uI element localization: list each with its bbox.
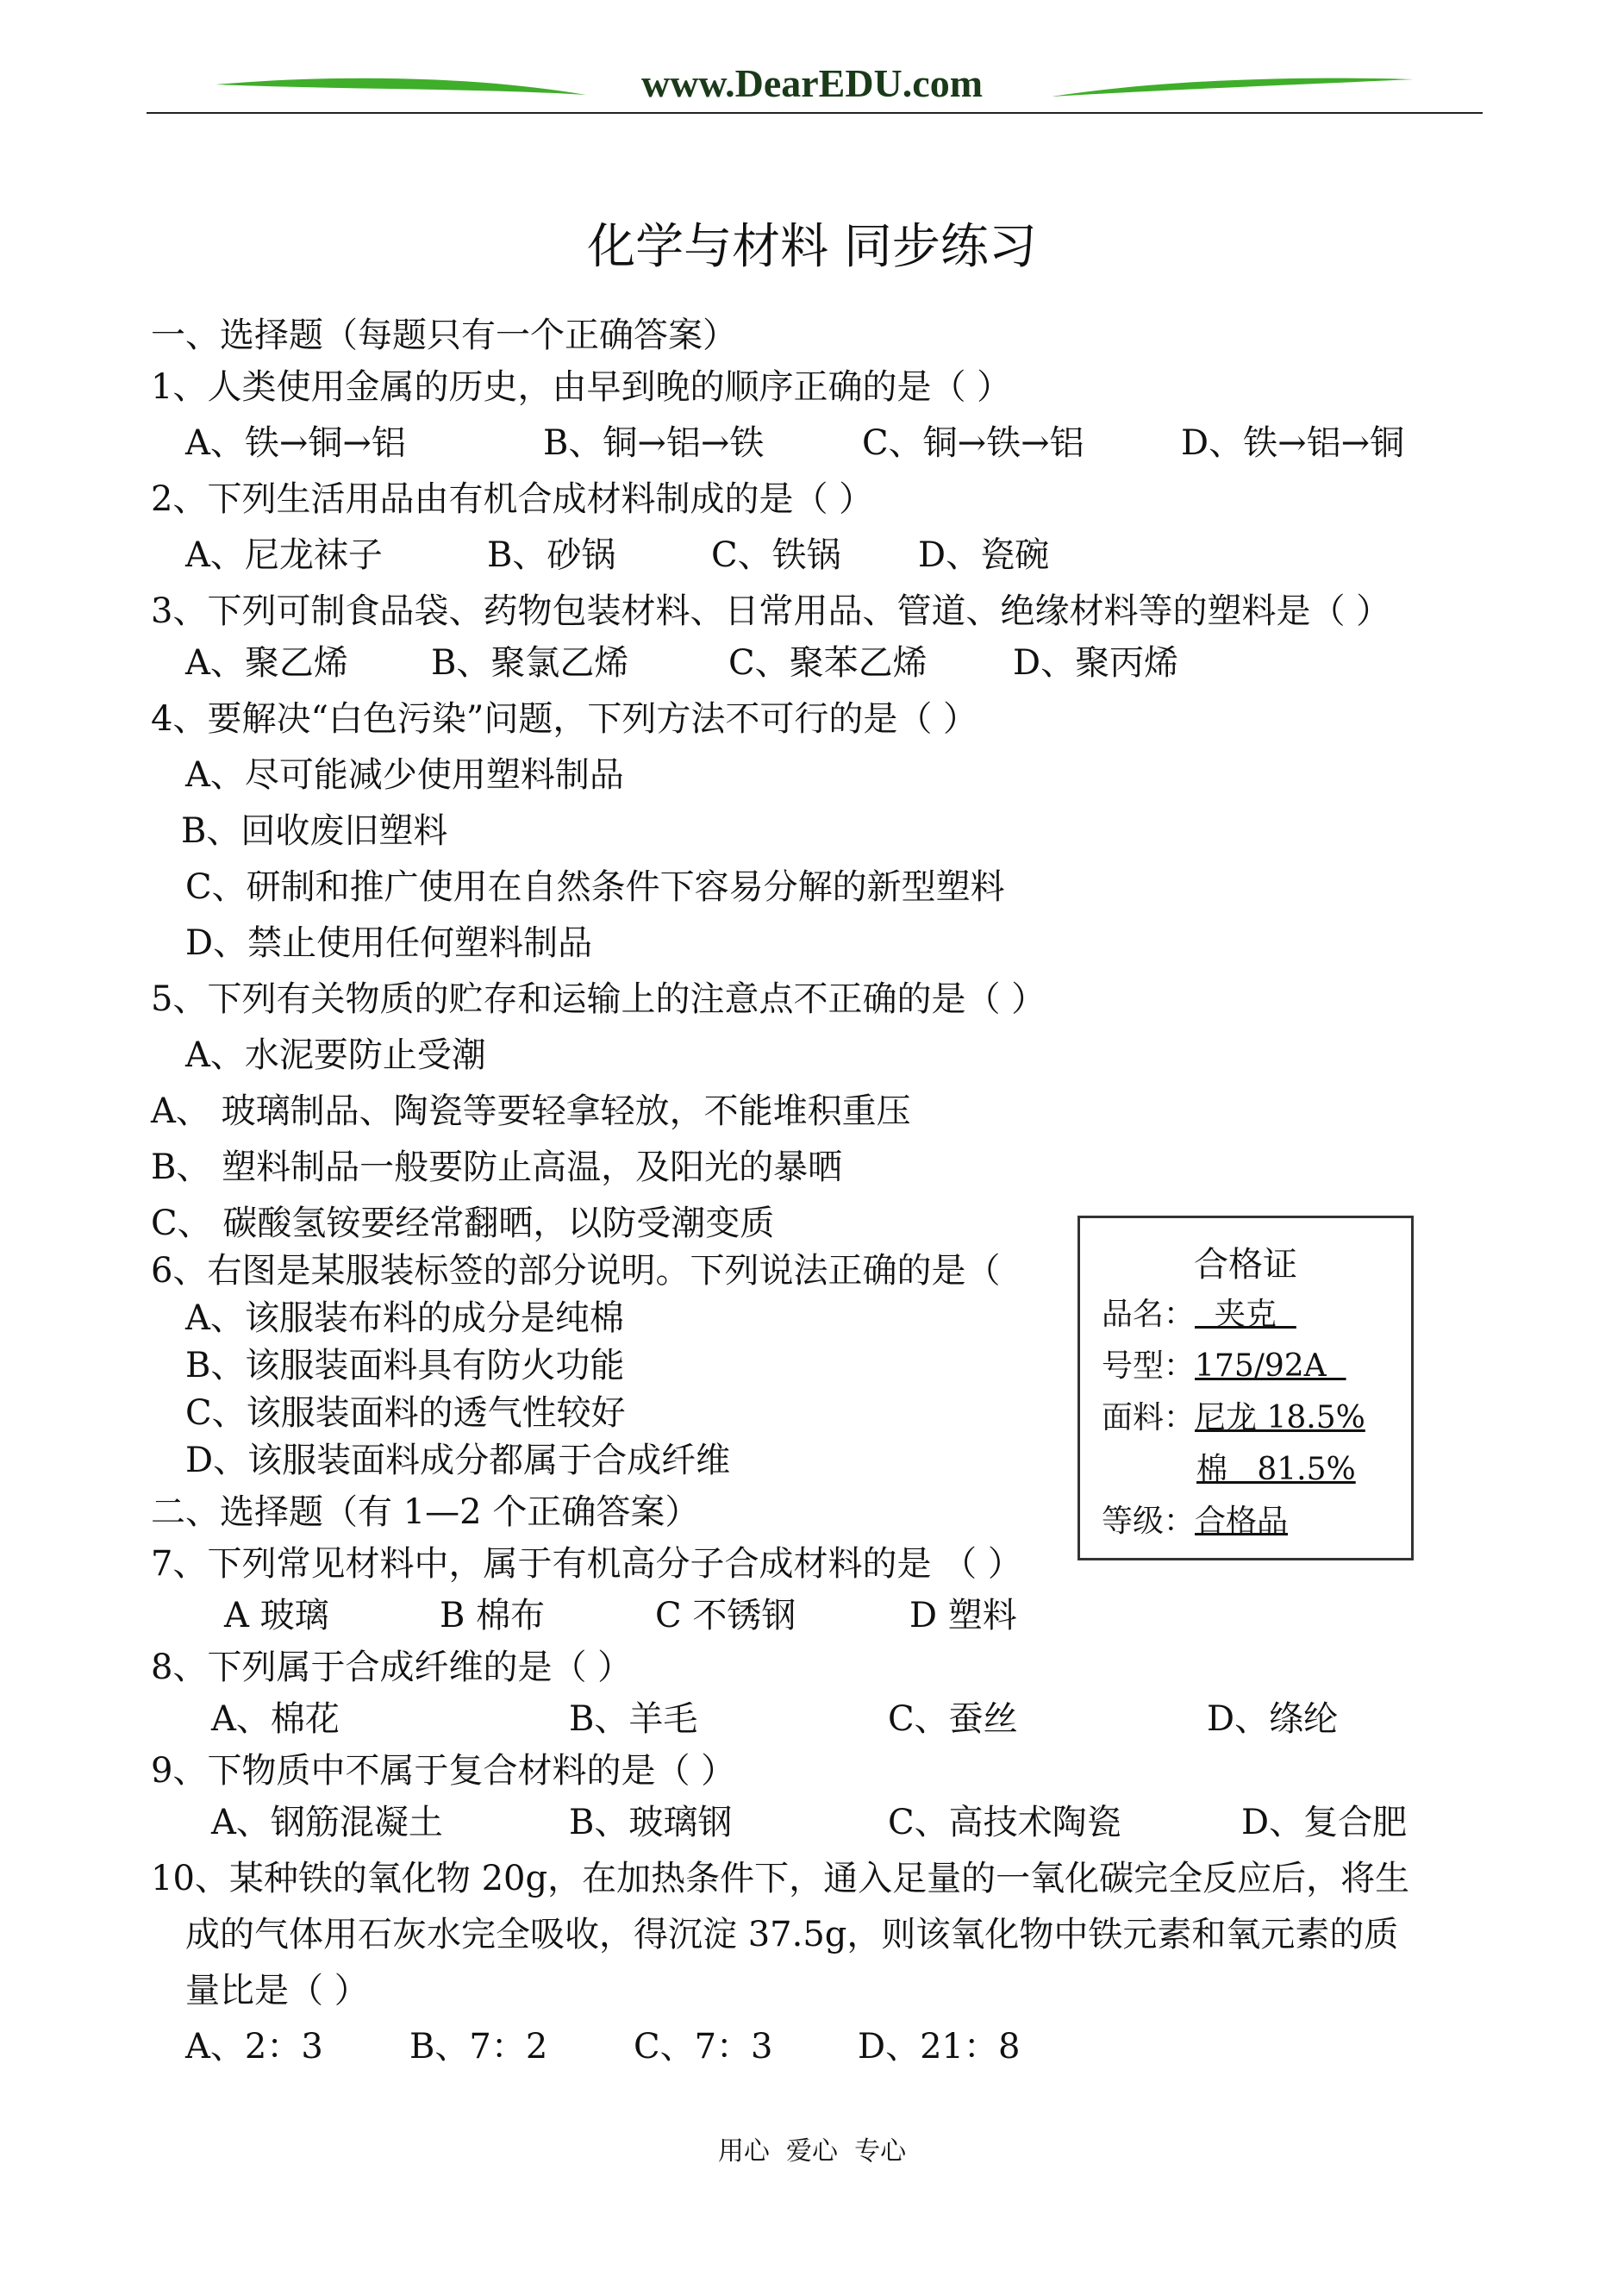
option: B、7：2: [409, 2027, 548, 2067]
option: B、羊毛: [569, 1699, 698, 1739]
certificate-row-fabric: [1102, 1399, 1365, 1437]
question-10-stem-line-1: 10、某种铁的氧化物 20g，在加热条件下，通入足量的一氧化碳完全反应后，将生: [151, 1859, 1410, 1898]
option: C、铁锅: [711, 535, 841, 575]
option: C、蚕丝: [888, 1699, 1018, 1739]
question-2-options: [0, 535, 1624, 576]
certificate-value: 合格品: [1195, 1504, 1289, 1539]
header-rule: [147, 112, 1483, 114]
question-4-option-a: A、尽可能减少使用塑料制品: [185, 755, 624, 795]
certificate-row-grade: [1102, 1503, 1288, 1541]
question-7-stem: 7、下列常见材料中，属于有机高分子合成材料的是 （ ）: [151, 1544, 1022, 1584]
question-9-options: [0, 1802, 1624, 1843]
certificate-title: 合格证: [1194, 1245, 1297, 1285]
question-9-stem: 9、下物质中不属于复合材料的是（ ）: [151, 1751, 736, 1791]
option: C、7：3: [634, 2027, 773, 2067]
option: C 不锈钢: [655, 1596, 796, 1635]
certificate-label-text: 品名：: [1102, 1297, 1196, 1332]
option: C、铜→铁→铝: [862, 423, 1084, 463]
question-3-stem: 3、下列可制食品袋、药物包装材料、日常用品、管道、绝缘材料等的塑料是（ ）: [151, 591, 1391, 631]
question-10-options: [0, 2026, 1624, 2067]
certificate-row-name: [1102, 1296, 1296, 1334]
section-2-heading: 二、选择题（有 1—2 个正确答案）: [151, 1492, 700, 1532]
question-8-stem: 8、下列属于合成纤维的是（ ）: [151, 1648, 633, 1687]
question-1-options: [0, 422, 1624, 464]
header-logo-text: www.DearEDU.com: [640, 61, 984, 105]
question-6-option-b: B、该服装面料具有防火功能: [185, 1346, 625, 1385]
question-5-stem: 5、下列有关物质的贮存和运输上的注意点不正确的是（ ）: [151, 979, 1046, 1019]
question-4-option-c: C、研制和推广使用在自然条件下容易分解的新型塑料: [185, 867, 1005, 907]
option: D、瓷碗: [918, 535, 1050, 575]
question-8-options: [0, 1698, 1624, 1740]
question-1-stem: 1、人类使用金属的历史，由早到晚的顺序正确的是（ ）: [151, 367, 1012, 407]
option: B、砂锅: [487, 535, 616, 575]
question-4-option-b: B、回收废旧塑料: [181, 811, 448, 851]
question-7-options: [0, 1595, 1624, 1636]
certificate-label: [1077, 1216, 1414, 1560]
question-10-stem-line-3: 量比是（ ）: [185, 1971, 369, 2010]
question-6-option-c: C、该服装面料的透气性较好: [185, 1393, 626, 1433]
question-5-option-1: A、水泥要防止受潮: [185, 1035, 486, 1075]
option: B、聚氯乙烯: [431, 643, 629, 683]
option: D、复合肥: [1241, 1803, 1408, 1842]
question-4-option-d: D、禁止使用任何塑料制品: [185, 923, 593, 963]
certificate-value: 棉 81.5%: [1196, 1452, 1356, 1487]
option: B、玻璃钢: [569, 1803, 733, 1842]
certificate-label-text: 号型：: [1102, 1348, 1196, 1384]
option: A、2：3: [185, 2027, 323, 2067]
certificate-label-text: 等级：: [1102, 1504, 1196, 1539]
option: C、聚苯乙烯: [728, 643, 928, 683]
certificate-value: 尼龙 18.5%: [1195, 1400, 1365, 1435]
certificate-row-fabric-2: [1196, 1451, 1356, 1489]
option: A、尼龙袜子: [185, 535, 383, 575]
question-6-option-a: A、该服装布料的成分是纯棉: [185, 1298, 624, 1338]
option: B 棉布: [440, 1596, 546, 1635]
question-5-option-3: B、 塑料制品一般要防止高温，及阳光的暴晒: [151, 1148, 843, 1187]
question-5-option-2: A、 玻璃制品、陶瓷等要轻拿轻放，不能堆积重压: [151, 1091, 911, 1131]
certificate-row-size: [1102, 1348, 1346, 1385]
question-3-options: [0, 642, 1624, 684]
option: A、铁→铜→铝: [185, 423, 406, 463]
section-1-heading: 一、选择题（每题只有一个正确答案）: [151, 316, 737, 355]
certificate-value: 175/92A: [1195, 1348, 1346, 1384]
certificate-label-text: 面料：: [1102, 1400, 1196, 1435]
certificate-value: 夹克: [1195, 1297, 1296, 1332]
question-4-stem: 4、要解决“白色污染”问题，下列方法不可行的是（ ）: [151, 699, 978, 739]
option: C、高技术陶瓷: [888, 1803, 1121, 1842]
option: A、钢筋混凝土: [211, 1803, 443, 1842]
option: A、棉花: [211, 1699, 340, 1739]
option: A 玻璃: [224, 1596, 329, 1635]
question-6-option-d: D、该服装面料成分都属于合成纤维: [185, 1441, 731, 1480]
question-5-option-4: C、 碳酸氢铵要经常翻晒，以防受潮变质: [151, 1204, 775, 1243]
option: D、绦纶: [1207, 1699, 1339, 1739]
option: D、聚丙烯: [1013, 643, 1179, 683]
question-10-stem-line-2: 成的气体用石灰水完全吸收，得沉淀 37.5g，则该氧化物中铁元素和氧元素的质: [185, 1915, 1399, 1954]
question-2-stem: 2、下列生活用品由有机合成材料制成的是（ ）: [151, 479, 874, 519]
page-footer: 用心 爱心 专心: [717, 2136, 907, 2167]
option: B、铜→铝→铁: [543, 423, 765, 463]
option: A、聚乙烯: [185, 643, 348, 683]
option: D、21：8: [858, 2027, 1021, 2067]
option: D、铁→铝→铜: [1181, 423, 1405, 463]
option: D 塑料: [909, 1596, 1017, 1635]
page-title: 化学与材料 同步练习: [587, 219, 1037, 275]
question-6-stem: 6、右图是某服装标签的部分说明。下列说法正确的是（: [151, 1251, 1001, 1291]
